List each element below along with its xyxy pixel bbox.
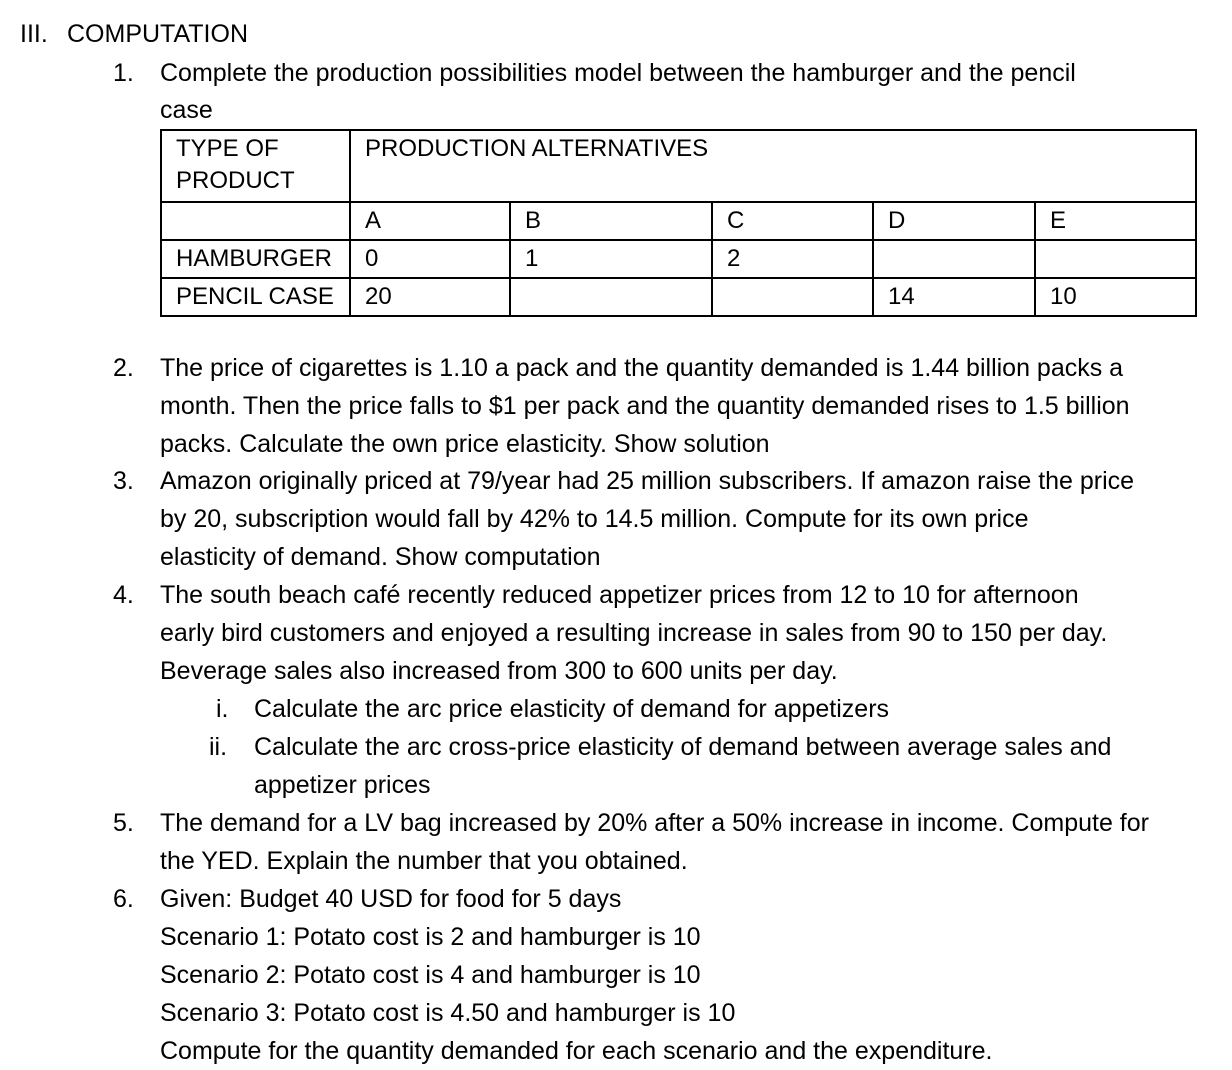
question-number: 3. [113, 467, 134, 495]
question-text-line: elasticity of demand. Show computation [160, 543, 601, 571]
column-label [161, 202, 350, 240]
question-number: 6. [113, 885, 134, 913]
section-number: III. [20, 20, 48, 48]
question-text-line: The south beach café recently reduced appetizer prices from 12 to 10 for afternoon [160, 581, 1079, 609]
question-text-line: Scenario 1: Potato cost is 2 and hamburger is 10 [160, 923, 701, 951]
question-number: 2. [113, 354, 134, 382]
table-cell: 14 [873, 278, 1035, 316]
table-cell: 20 [350, 278, 510, 316]
column-label: D [873, 202, 1035, 240]
table-cell: 1 [510, 240, 712, 278]
question-text-line: Amazon originally priced at 79/year had 25 million subscribers. If amazon raise the price [160, 467, 1135, 495]
column-label: E [1035, 202, 1196, 240]
question-text-line: case [160, 96, 213, 124]
question-text-line: Beverage sales also increased from 300 to 600 units per day. [160, 657, 838, 685]
question-text-line: packs. Calculate the own price elasticity. Show solution [160, 430, 770, 458]
question-number: 1. [113, 59, 134, 87]
sub-question-text-line: appetizer prices [254, 771, 431, 799]
production-alternatives-header: PRODUCTION ALTERNATIVES [350, 130, 1196, 202]
table-row [161, 278, 1196, 316]
question-text-line: Compute for the quantity demanded for each scenario and the expenditure. [160, 1037, 993, 1065]
question-number: 4. [113, 581, 134, 609]
table-cell [510, 278, 712, 316]
table-cell: 2 [712, 240, 873, 278]
question-text-line: by 20, subscription would fall by 42% to 14.5 million. Compute for its own price [160, 505, 1029, 533]
table-cell: 0 [350, 240, 510, 278]
question-text-line: Scenario 2: Potato cost is 4 and hamburger is 10 [160, 961, 701, 989]
question-text-line: early bird customers and enjoyed a resulting increase in sales from 90 to 150 per day. [160, 619, 1108, 647]
row-label: PENCIL CASE [161, 278, 350, 316]
table-row [161, 240, 1196, 278]
column-label: A [350, 202, 510, 240]
question-text-line: the YED. Explain the number that you obtained. [160, 847, 688, 875]
table-cell: 10 [1035, 278, 1196, 316]
question-text-line: The demand for a LV bag increased by 20% after a 50% increase in income. Compute for [160, 809, 1149, 837]
sub-question-number: ii. [209, 733, 228, 761]
sub-question-number: i. [216, 695, 229, 723]
sub-question-text-line: Calculate the arc price elasticity of demand for appetizers [254, 695, 890, 723]
question-text-line: Given: Budget 40 USD for food for 5 days [160, 885, 622, 913]
section-title: COMPUTATION [67, 20, 249, 48]
production-possibilities-table [160, 129, 1197, 317]
row-label: HAMBURGER [161, 240, 350, 278]
question-text-line: month. Then the price falls to $1 per pack and the quantity demanded rises to 1.5 billion [160, 392, 1130, 420]
table-header-row [161, 130, 1196, 202]
table-column-row [161, 202, 1196, 240]
column-label: C [712, 202, 873, 240]
question-number: 5. [113, 809, 134, 837]
table-cell [1035, 240, 1196, 278]
question-text-line: Scenario 3: Potato cost is 4.50 and hamburger is 10 [160, 999, 736, 1027]
column-label: B [510, 202, 712, 240]
table-cell [712, 278, 873, 316]
sub-question-text-line: Calculate the arc cross-price elasticity of demand between average sales and [254, 733, 1112, 761]
table-cell [873, 240, 1035, 278]
type-of-product-header: TYPE OF PRODUCT [161, 130, 350, 202]
question-text-line: The price of cigarettes is 1.10 a pack and the quantity demanded is 1.44 billion packs a [160, 354, 1124, 382]
question-text-line: Complete the production possibilities model between the hamburger and the pencil [160, 59, 1076, 87]
